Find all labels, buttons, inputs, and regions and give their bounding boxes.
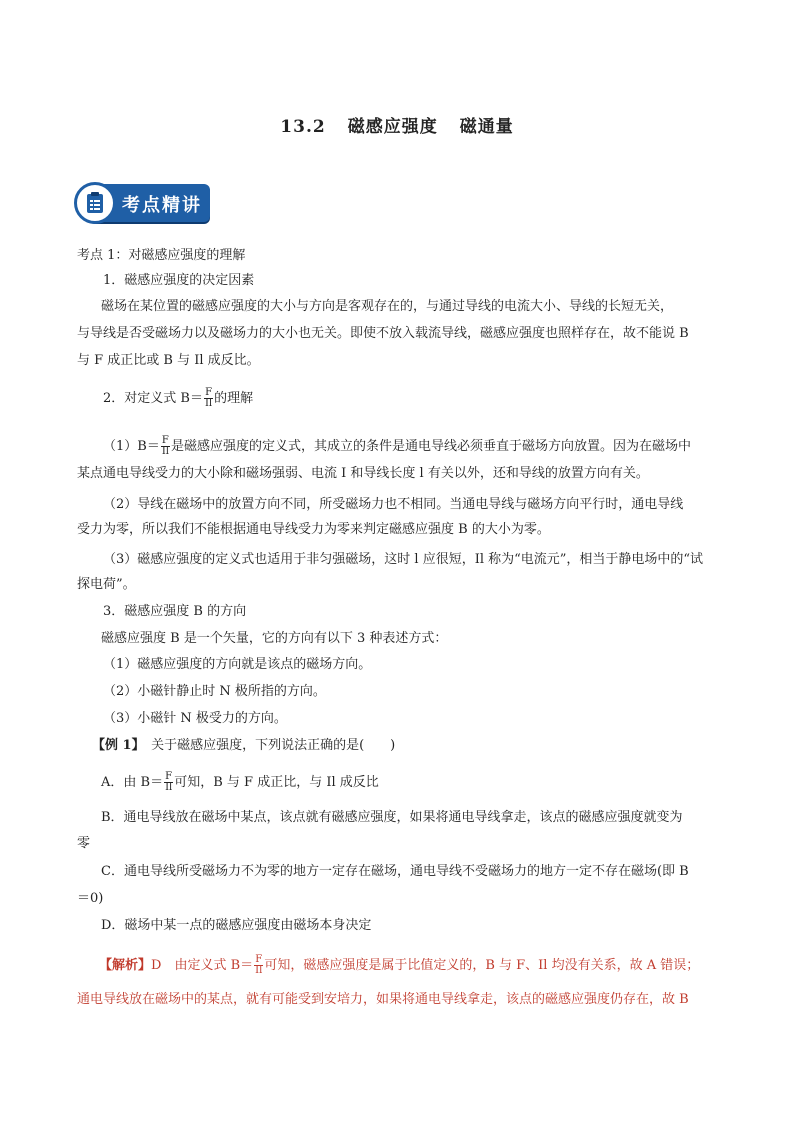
analysis-label: 【解析】 [99, 958, 152, 973]
title-part1: 磁感应强度 [347, 117, 438, 137]
item3-point-2: （2）小磁针静止时 N 极所指的方向。 [103, 684, 326, 699]
option-c-line2: ＝0) [77, 891, 104, 906]
sub3-line1: （3）磁感应强度的定义式也适用于非匀强磁场，这时 l 应很短，Il 称为“电流元”，相当于静电场中的“试 [103, 552, 704, 567]
item3-point-1: （1）磁感应强度的方向就是该点的磁场方向。 [103, 657, 372, 672]
option-a: A．由 B＝ $\frac{F}{Il}$ 可知，B 与 F 成正比，与 Il 成反比 [101, 771, 379, 793]
fraction-f-over-il: $\frac{F}{Il}$ [204, 387, 213, 409]
option-b-line2: 零 [77, 836, 91, 851]
example-label: 【例 1】 [92, 738, 139, 753]
fraction-f-over-il: $\frac{F}{Il}$ [165, 771, 173, 793]
title-number: 13.2 [280, 117, 326, 137]
item3-point-3: （3）小磁针 N 极受力的方向。 [103, 711, 287, 726]
title-part2: 磁通量 [459, 117, 514, 137]
fraction-f-over-il: $\frac{F}{Il}$ [161, 435, 169, 457]
section-badge [76, 184, 210, 222]
item3-intro: 磁感应强度 B 是一个矢量，它的方向有以下 3 种表述方式： [101, 631, 448, 646]
item2-title: 2．对定义式 B＝ $\frac{F}{Il}$ 的理解 [103, 387, 254, 409]
analysis-line2: 通电导线放在磁场中的某点，就有可能受到安培力，如果将通电导线拿走，该点的磁感应强度仍存在，故 B [77, 992, 689, 1007]
analysis-line1: 【解析】D 由定义式 B＝ $\frac{F}{Il}$ 可知，磁感应强度是属于比值定义的，B 与 F、Il 均没有关系，故 A 错误； [99, 954, 700, 976]
section-heading: 考点 1：对磁感应强度的理解 [77, 248, 246, 263]
sub2-line2: 受力为零，所以我们不能根据通电导线受力为零来判定磁感应强度 B 的大小为零。 [77, 522, 550, 537]
page-title [0, 112, 794, 137]
sub2-line1: （2）导线在磁场中的放置方向不同，所受磁场力也不相同。当通电导线与磁场方向平行时，通电导线 [103, 497, 684, 512]
example1-question: 【例 1】 关于磁感应强度，下列说法正确的是( ) [92, 738, 396, 753]
clipboard-icon [74, 182, 116, 224]
fraction-f-over-il: $\frac{F}{Il}$ [255, 954, 263, 976]
sub1-line1: （1）B＝ $\frac{F}{Il}$ 是磁感应强度的定义式，其成立的条件是通电导线必须垂直于磁场方向放置。因为在磁场中 [103, 435, 691, 457]
sub3-line2: 探电荷”。 [77, 577, 136, 592]
item1-paragraph-line2: 与导线是否受磁场力以及磁场力的大小也无关。即使不放入载流导线，磁感应强度也照样存在，故不能说 B [77, 326, 689, 341]
item1-paragraph-line1: 磁场在某位置的磁感应强度的大小与方向是客观存在的，与通过导线的电流大小、导线的长短无关， [101, 299, 674, 314]
badge-label: 考点精讲 [122, 195, 202, 216]
analysis-answer: D [151, 958, 162, 973]
sub1-line2: 某点通电导线受力的大小除和磁场强弱、电流 I 和导线长度 l 有关以外，还和导线的放置方向有关。 [77, 466, 649, 481]
option-d: D．磁场中某一点的磁感应强度由磁场本身决定 [101, 918, 372, 933]
item3-title: 3．磁感应强度 B 的方向 [103, 604, 247, 619]
option-b-line1: B．通电导线放在磁场中某点，该点就有磁感应强度，如果将通电导线拿走，该点的磁感应强度就变为 [101, 810, 683, 825]
item1-title: 1．磁感应强度的决定因素 [103, 273, 255, 288]
item1-paragraph-line3: 与 F 成正比或 B 与 Il 成反比。 [77, 353, 260, 368]
option-c-line1: C．通电导线所受磁场力不为零的地方一定存在磁场，通电导线不受磁场力的地方一定不存在磁场(即 B [101, 864, 689, 879]
